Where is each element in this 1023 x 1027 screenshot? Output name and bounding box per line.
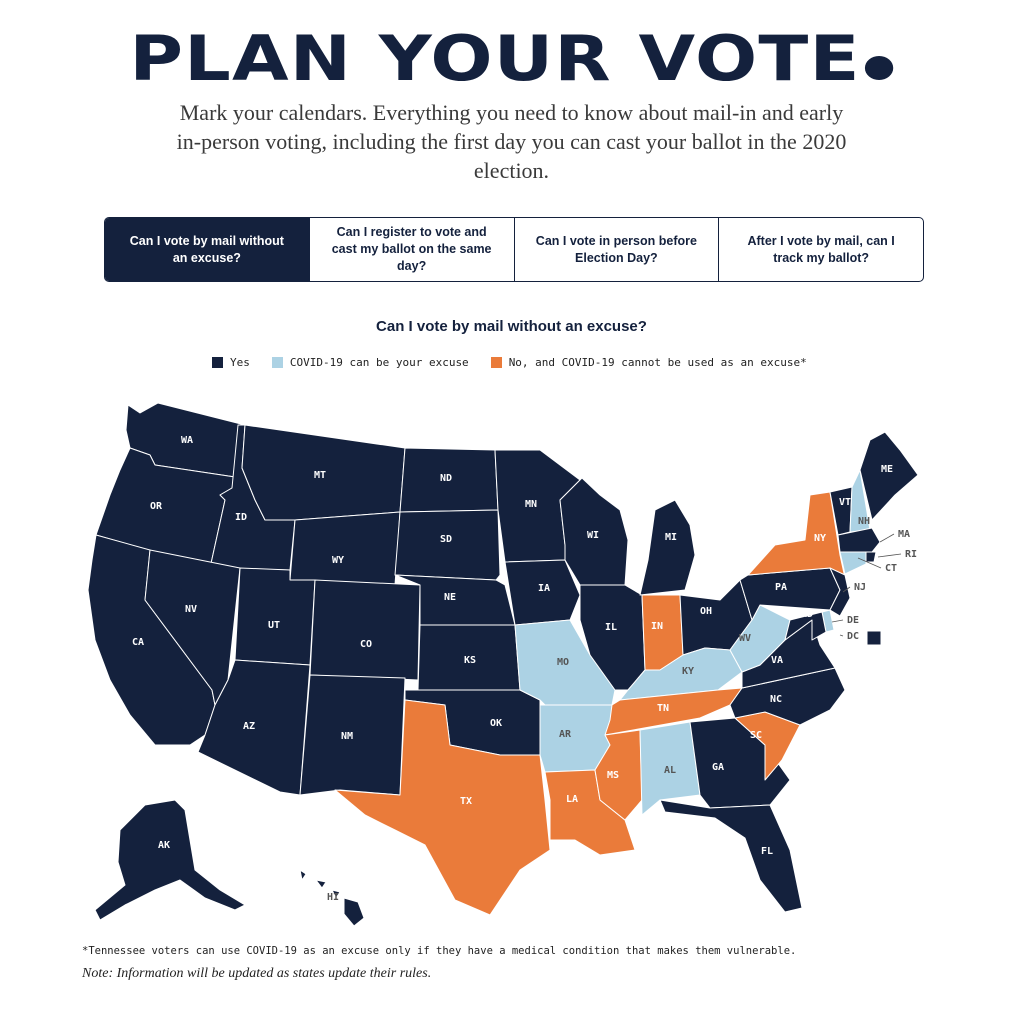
state-label-ks: KS — [463, 655, 477, 666]
tab-early-in-person[interactable]: Can I vote in person before Election Day? — [514, 218, 719, 281]
state-ak[interactable] — [95, 800, 245, 920]
state-label-mi: MI — [664, 532, 678, 543]
state-label-vt: VT — [838, 497, 852, 508]
state-label-va: VA — [770, 655, 784, 666]
state-label-nm: NM — [340, 731, 354, 742]
state-label-mo: MO — [556, 657, 570, 668]
state-label-ms: MS — [606, 770, 620, 781]
state-co[interactable] — [310, 580, 420, 680]
state-label-hi: HI — [326, 892, 340, 903]
legend-label-no: No, and COVID-19 cannot be used as an excuse* — [508, 356, 807, 369]
state-mi[interactable] — [640, 500, 695, 595]
state-ri[interactable] — [866, 552, 876, 562]
state-label-pa: PA — [774, 582, 788, 593]
state-label-sd: SD — [439, 534, 453, 545]
tab-vote-by-mail[interactable]: Can I vote by mail without an excuse? — [105, 218, 309, 281]
state-label-nj: NJ — [853, 582, 867, 593]
state-label-ma: MA — [897, 529, 911, 540]
state-label-ga: GA — [711, 762, 725, 773]
state-label-sc: SC — [749, 730, 763, 741]
state-label-me: ME — [880, 464, 894, 475]
page-title: PLAN YOUR VOTE — [0, 22, 1023, 95]
state-ut[interactable] — [235, 568, 315, 665]
state-label-ak: AK — [157, 840, 171, 851]
state-label-ct: CT — [884, 563, 898, 574]
state-label-co: CO — [359, 639, 373, 650]
legend-label-covid: COVID-19 can be your excuse — [289, 356, 469, 369]
leader-line-dc — [840, 635, 843, 636]
state-label-in: IN — [650, 621, 664, 632]
tab-same-day-registration[interactable]: Can I register to vote and cast my ballot on the same day? — [309, 218, 514, 281]
state-label-ok: OK — [489, 718, 503, 729]
leader-line-ri — [878, 554, 901, 557]
state-label-ca: CA — [131, 637, 145, 648]
state-wy[interactable] — [290, 512, 400, 585]
state-label-ny: NY — [813, 533, 827, 544]
tab-track-ballot[interactable]: After I vote by mail, can I track my ballot? — [718, 218, 923, 281]
state-label-mn: MN — [524, 499, 538, 510]
state-label-nd: ND — [439, 473, 453, 484]
state-label-ut: UT — [267, 620, 281, 631]
state-me[interactable] — [860, 432, 918, 520]
state-label-mt: MT — [313, 470, 327, 481]
state-label-il: IL — [604, 622, 618, 633]
map-title: Can I vote by mail without an excuse? — [376, 318, 647, 335]
state-label-fl: FL — [760, 846, 774, 857]
leader-line-de — [832, 620, 843, 622]
state-label-wv: WV — [738, 633, 752, 644]
state-label-la: LA — [565, 794, 579, 805]
legend-label-yes: Yes — [230, 356, 250, 369]
state-label-wi: WI — [586, 530, 600, 541]
state-label-wy: WY — [331, 555, 345, 566]
state-label-nv: NV — [184, 604, 198, 615]
state-label-dc: DC — [846, 631, 860, 642]
state-label-tn: TN — [656, 703, 670, 714]
page-dek: Mark your calendars. Everything you need to know about mail-in and early in-person voting, including the first day you can cast your ballot in the 2020 election. — [176, 100, 847, 183]
state-ct[interactable] — [840, 552, 866, 574]
state-label-nc: NC — [769, 694, 783, 705]
state-label-al: AL — [663, 765, 677, 776]
update-note: Note: Information will be updated as states update their rules. — [82, 966, 432, 981]
state-sd[interactable] — [395, 510, 500, 580]
state-ny[interactable] — [748, 492, 845, 578]
state-label-tx: TX — [459, 796, 473, 807]
state-label-az: AZ — [242, 721, 256, 732]
state-label-wa: WA — [180, 435, 194, 446]
state-label-id: ID — [234, 512, 248, 523]
state-label-or: OR — [149, 501, 163, 512]
state-label-nh: NH — [857, 516, 871, 527]
state-label-md: MD — [800, 609, 814, 620]
tennessee-footnote: *Tennessee voters can use COVID-19 as an excuse only if they have a medical condition that makes them vulnerable. — [82, 945, 797, 957]
state-fl[interactable] — [660, 800, 802, 912]
state-label-oh: OH — [699, 606, 713, 617]
state-dc[interactable] — [867, 631, 881, 645]
state-label-de: DE — [846, 615, 860, 626]
leader-line-ma — [880, 534, 894, 542]
state-label-ia: IA — [537, 583, 551, 594]
state-label-ne: NE — [443, 592, 457, 603]
state-label-ky: KY — [681, 666, 695, 677]
state-label-ri: RI — [904, 549, 918, 560]
state-label-ar: AR — [558, 729, 572, 740]
